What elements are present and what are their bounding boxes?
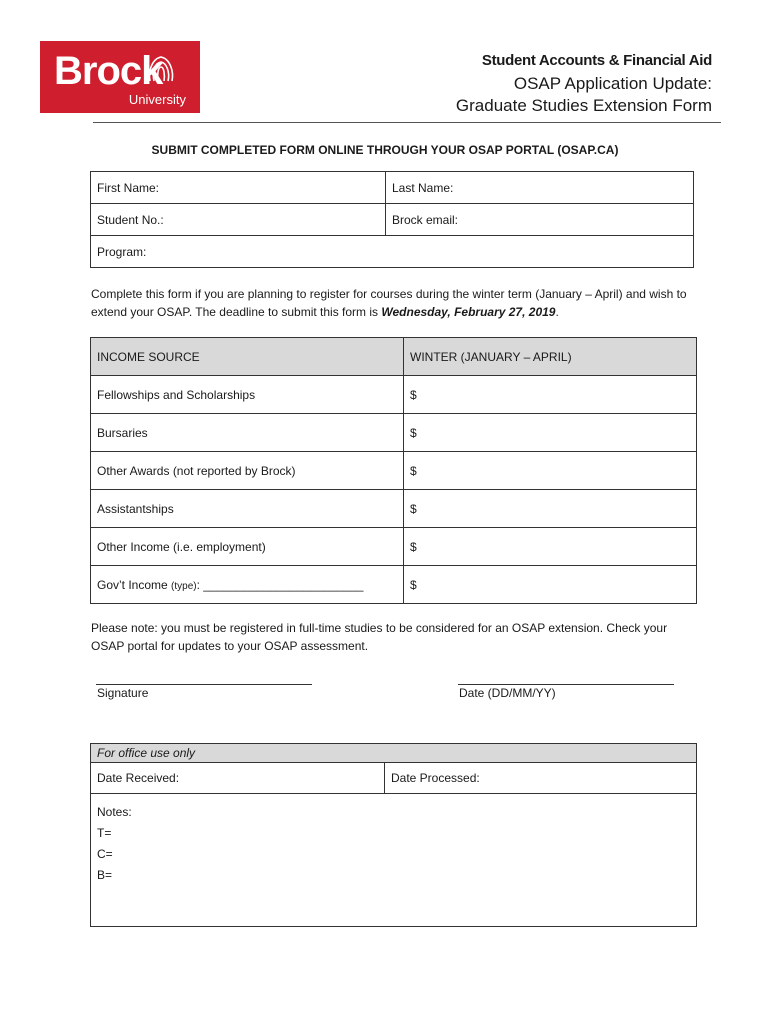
income-table-header [91,338,697,376]
income-table [90,337,697,604]
brock-email-field[interactable]: Brock email: [386,204,694,236]
table-row [91,452,697,490]
intro-end: . [555,305,559,319]
note-paragraph: Please note: you must be registered in full-time studies to be considered for an OSAP extension. Check your OSAP portal for updates to your OSAP assessment. [91,621,668,653]
logo-subtitle: University [128,92,186,107]
notes-c: C= [97,847,113,861]
signature-line[interactable] [96,674,312,685]
first-name-field[interactable]: First Name: [91,172,386,204]
winter-header: WINTER (JANUARY – APRIL) [404,338,697,376]
table-row [91,414,697,452]
notes-label: Notes: [97,805,132,819]
office-use-table [90,743,697,927]
form-title-line1: OSAP Application Update: [513,74,712,93]
income-amount-field[interactable]: $ [404,528,697,566]
income-amount-field[interactable]: $ [404,452,697,490]
income-source: Bursaries [91,414,404,452]
income-amount-field[interactable]: $ [404,490,697,528]
signature-label: Signature [97,686,149,700]
date-line[interactable] [458,674,674,685]
notes-field[interactable] [91,794,697,927]
govt-income-label: Gov’t Income [97,577,172,592]
submit-instruction: SUBMIT COMPLETED FORM ONLINE THROUGH YOUR OSAP PORTAL (OSAP.CA) [151,143,619,157]
govt-income-blank: : ________________________ [196,577,364,592]
date-received-field[interactable]: Date Received: [91,763,385,794]
form-title-line2: Graduate Studies Extension Form [455,96,712,115]
table-row [91,376,697,414]
income-source-header: INCOME SOURCE [91,338,404,376]
intro-text: Complete this form if you are planning to register for courses during the winter term (January – April) and wish to extend your OSAP. The deadline to submit this form is [91,287,687,319]
income-source: Fellowships and Scholarships [91,376,404,414]
income-source: Assistantships [91,490,404,528]
office-use-heading: For office use only [91,744,697,763]
govt-income-source[interactable] [91,566,404,604]
header-divider [93,122,721,123]
fingerprint-icon [146,51,176,87]
student-info-table [90,171,694,268]
logo-wordmark: Brock [54,49,163,93]
brock-logo [40,41,200,113]
income-source: Other Income (i.e. employment) [91,528,404,566]
income-amount-field[interactable]: $ [404,566,697,604]
deadline-date: Wednesday, February 27, 2019 [381,305,556,319]
income-amount-field[interactable]: $ [404,414,697,452]
intro-paragraph [91,285,701,321]
department-heading: Student Accounts & Financial Aid [481,52,712,69]
last-name-field[interactable]: Last Name: [386,172,694,204]
income-amount-field[interactable]: $ [404,376,697,414]
program-field[interactable]: Program: [91,236,694,268]
notes-t: T= [97,826,112,840]
table-row [91,566,697,604]
date-processed-field[interactable]: Date Processed: [385,763,697,794]
table-row [91,528,697,566]
table-row [91,490,697,528]
govt-income-type: (type) [171,580,197,592]
student-number-field[interactable]: Student No.: [91,204,386,236]
date-label: Date (DD/MM/YY) [459,686,556,700]
notes-b: B= [97,868,113,882]
income-source: Other Awards (not reported by Brock) [91,452,404,490]
